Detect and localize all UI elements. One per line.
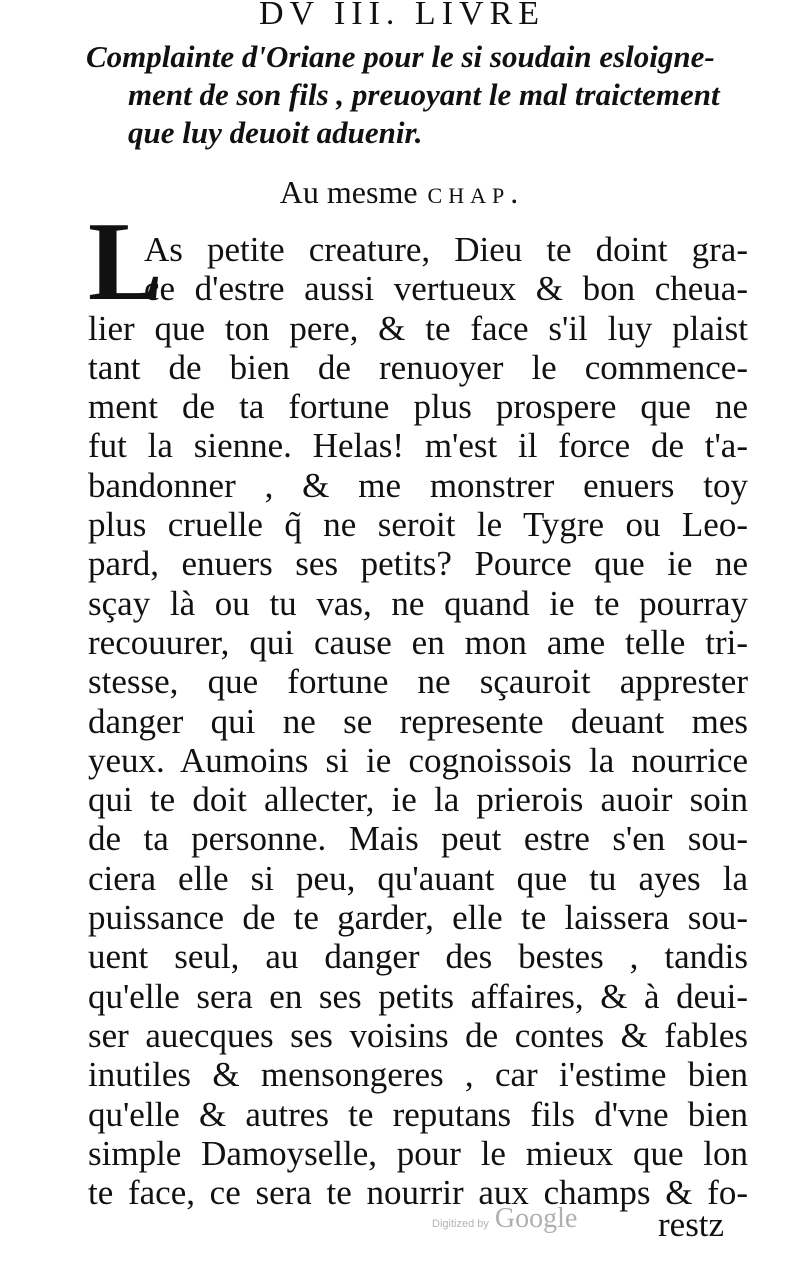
text-line: yeux. Aumoins si ie cognoissois la nourrice (88, 740, 748, 780)
text-line: bandonner , & me monstrer enuers toy (88, 465, 748, 505)
text-line: pard, enuers ses petits? Pource que ie ne (88, 544, 748, 584)
text-line: stesse, que fortune ne sçauroit apprester (88, 662, 748, 702)
body-text (88, 230, 748, 1212)
text-line: tant de bien de renuoyer le commence- (88, 347, 748, 387)
heading-line: que luy deuoit aduenir. (128, 115, 423, 150)
chapter-reference-prefix: Au mesme (279, 174, 418, 210)
text-line: qui te doit allecter, ie la prierois auoir soin (88, 780, 748, 820)
text-line: puissance de te garder, elle te laissera sou- (88, 898, 748, 938)
text-line: ce d'estre aussi vertueux & bon cheua- (144, 269, 748, 309)
digitized-watermark (432, 1203, 577, 1235)
heading-line: ment de son fils , preuoyant le mal traictement (128, 77, 720, 112)
text-line: de ta personne. Mais peut estre s'en sou- (88, 819, 748, 859)
text-line: ser auecques ses voisins de contes & fables (88, 1015, 748, 1055)
text-line: danger qui ne se represente deuant mes (88, 701, 748, 741)
chapter-reference-caps: chap. (427, 174, 525, 210)
text-line: sçay là ou tu vas, ne quand ie te pourray (88, 583, 748, 623)
text-line: As petite creature, Dieu te doint gra- (144, 230, 748, 269)
catchword: restz (658, 1205, 725, 1244)
text-line: plus cruelle q̃ ne seroit le Tygre ou Leo- (88, 505, 748, 545)
text-line: recouurer, qui cause en mon ame telle tri- (88, 622, 748, 662)
text-line: fut la sienne. Helas! m'est il force de t'a- (88, 426, 748, 466)
text-line: inutiles & mensongeres , car i'estime bien (88, 1055, 748, 1095)
text-line: lier que ton pere, & te face s'il luy plaist (88, 308, 748, 348)
heading-line: Complainte d'Oriane pour le si soudain esloigne- (86, 39, 715, 74)
running-head: DV III. LIVRE (258, 0, 546, 32)
text-line: ciera elle si peu, qu'auant que tu ayes la (88, 858, 748, 898)
text-line: te face, ce sera te nourrir aux champs & fo- (88, 1173, 748, 1213)
drop-cap: L (88, 200, 163, 324)
text-line: qu'elle & autres te reputans fils d'vne bien (88, 1094, 748, 1134)
text-line: uent seul, au danger des bestes , tandis (88, 937, 748, 977)
text-line: ment de ta fortune plus prospere que ne (88, 387, 748, 427)
google-logo: Google (494, 1203, 578, 1234)
text-line: qu'elle sera en ses petits affaires, & à deui- (88, 976, 748, 1016)
text-line: simple Damoyselle, pour le mieux que lon (88, 1133, 748, 1173)
chapter-heading (86, 38, 786, 152)
watermark-prefix: Digitized by (432, 1218, 489, 1230)
